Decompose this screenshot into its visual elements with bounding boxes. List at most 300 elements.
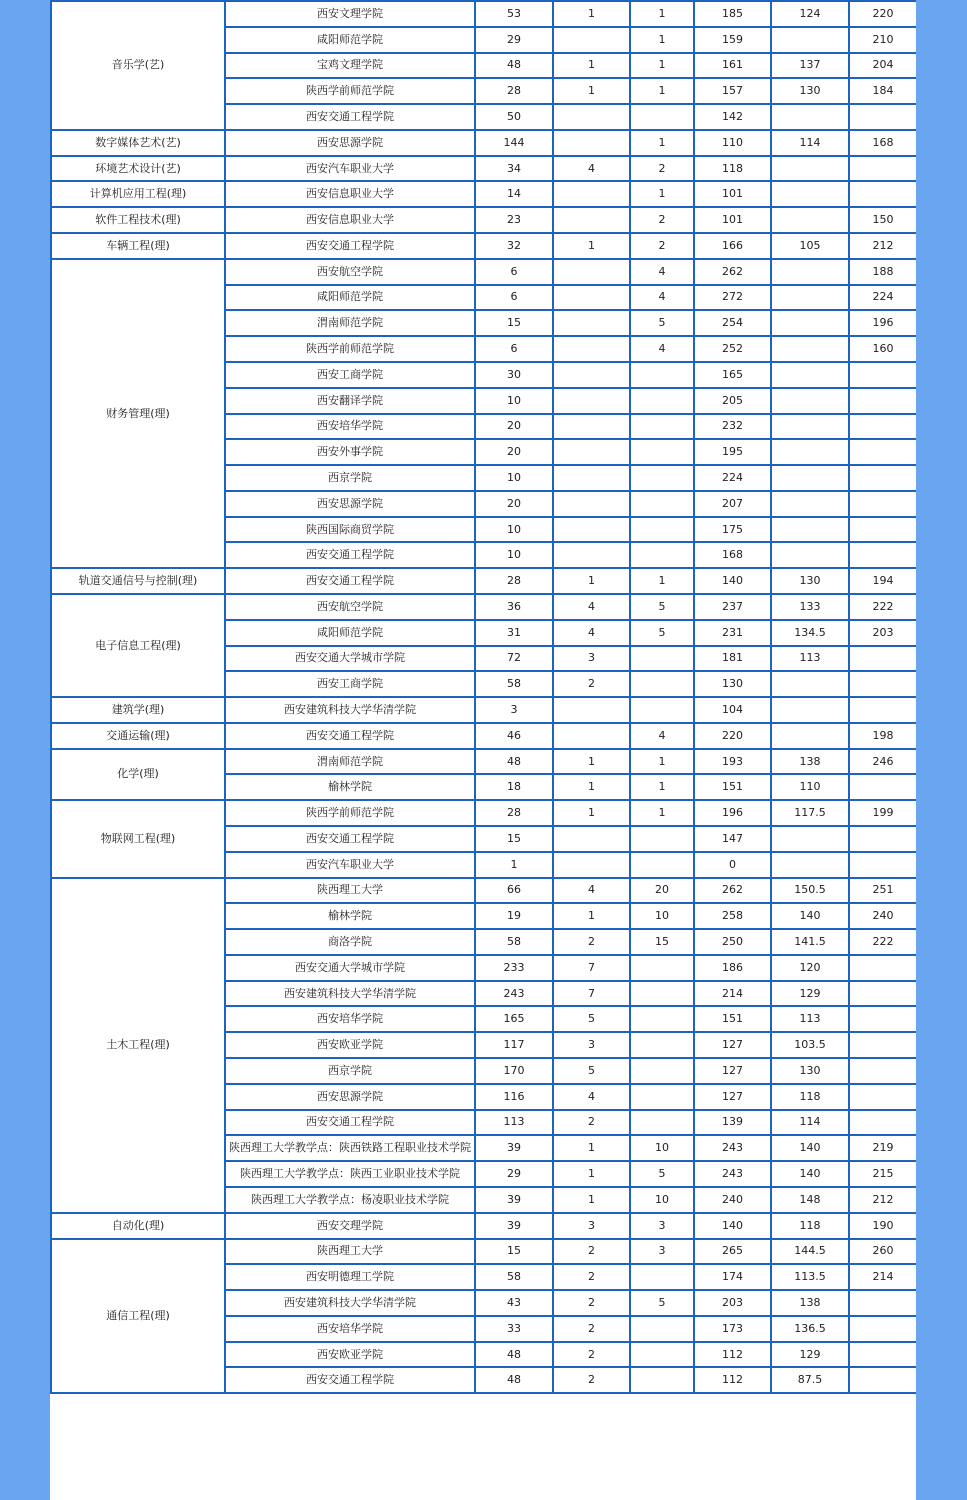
value-cell xyxy=(849,491,916,517)
value-cell: 138 xyxy=(771,749,849,775)
value-cell: 127 xyxy=(694,1032,771,1058)
value-cell: 137 xyxy=(771,53,849,79)
value-cell: 184 xyxy=(849,78,916,104)
school-cell: 西安交通工程学院 xyxy=(225,1110,475,1136)
value-cell xyxy=(553,697,630,723)
value-cell xyxy=(630,1006,694,1032)
value-cell: 117.5 xyxy=(771,800,849,826)
school-cell: 西安交通工程学院 xyxy=(225,568,475,594)
value-cell xyxy=(553,336,630,362)
value-cell: 3 xyxy=(475,697,553,723)
value-cell xyxy=(630,542,694,568)
value-cell: 140 xyxy=(771,1135,849,1161)
value-cell: 150.5 xyxy=(771,878,849,904)
value-cell xyxy=(849,542,916,568)
value-cell xyxy=(553,27,630,53)
value-cell: 46 xyxy=(475,723,553,749)
value-cell xyxy=(553,491,630,517)
value-cell: 1 xyxy=(630,130,694,156)
value-cell: 142 xyxy=(694,104,771,130)
school-cell: 西安交通工程学院 xyxy=(225,723,475,749)
value-cell xyxy=(849,1058,916,1084)
value-cell: 33 xyxy=(475,1316,553,1342)
value-cell: 139 xyxy=(694,1110,771,1136)
school-cell: 渭南师范学院 xyxy=(225,749,475,775)
table-row xyxy=(51,723,916,749)
school-cell: 陕西理工大学教学点：陕西铁路工程职业技术学院 xyxy=(225,1135,475,1161)
major-cell: 软件工程技术(理) xyxy=(51,207,225,233)
value-cell: 114 xyxy=(771,1110,849,1136)
value-cell: 15 xyxy=(475,310,553,336)
value-cell: 6 xyxy=(475,336,553,362)
value-cell xyxy=(771,156,849,182)
value-cell xyxy=(849,104,916,130)
value-cell: 212 xyxy=(849,1187,916,1213)
value-cell: 10 xyxy=(630,1187,694,1213)
value-cell xyxy=(553,181,630,207)
value-cell: 10 xyxy=(475,388,553,414)
value-cell: 28 xyxy=(475,800,553,826)
value-cell: 58 xyxy=(475,1264,553,1290)
value-cell: 43 xyxy=(475,1290,553,1316)
value-cell xyxy=(630,697,694,723)
value-cell: 251 xyxy=(849,878,916,904)
value-cell: 39 xyxy=(475,1187,553,1213)
value-cell: 138 xyxy=(771,1290,849,1316)
value-cell xyxy=(771,388,849,414)
school-cell: 咸阳师范学院 xyxy=(225,620,475,646)
value-cell: 1 xyxy=(553,1161,630,1187)
value-cell xyxy=(849,1290,916,1316)
value-cell: 1 xyxy=(630,1,694,27)
value-cell: 203 xyxy=(694,1290,771,1316)
value-cell: 10 xyxy=(475,465,553,491)
table-row xyxy=(51,568,916,594)
value-cell xyxy=(771,414,849,440)
value-cell xyxy=(630,1342,694,1368)
value-cell: 34 xyxy=(475,156,553,182)
value-cell: 117 xyxy=(475,1032,553,1058)
value-cell: 10 xyxy=(475,517,553,543)
value-cell xyxy=(849,517,916,543)
major-cell: 音乐学(艺) xyxy=(51,1,225,130)
major-cell: 电子信息工程(理) xyxy=(51,594,225,697)
school-cell: 西安翻译学院 xyxy=(225,388,475,414)
school-cell: 陕西理工大学教学点：杨凌职业技术学院 xyxy=(225,1187,475,1213)
value-cell xyxy=(553,104,630,130)
value-cell: 2 xyxy=(553,929,630,955)
value-cell: 4 xyxy=(553,594,630,620)
school-cell: 西京学院 xyxy=(225,1058,475,1084)
value-cell: 118 xyxy=(771,1084,849,1110)
value-cell xyxy=(630,646,694,672)
school-cell: 西安工商学院 xyxy=(225,362,475,388)
value-cell: 36 xyxy=(475,594,553,620)
value-cell: 262 xyxy=(694,878,771,904)
value-cell: 4 xyxy=(630,259,694,285)
table-row xyxy=(51,878,916,904)
value-cell: 15 xyxy=(630,929,694,955)
value-cell xyxy=(630,826,694,852)
school-cell: 榆林学院 xyxy=(225,774,475,800)
value-cell: 181 xyxy=(694,646,771,672)
value-cell: 134.5 xyxy=(771,620,849,646)
value-cell: 4 xyxy=(553,878,630,904)
value-cell: 66 xyxy=(475,878,553,904)
table-row xyxy=(51,1213,916,1239)
value-cell: 0 xyxy=(694,852,771,878)
value-cell xyxy=(771,491,849,517)
value-cell: 5 xyxy=(630,310,694,336)
value-cell: 113 xyxy=(475,1110,553,1136)
table-row xyxy=(51,1,916,27)
major-cell: 自动化(理) xyxy=(51,1213,225,1239)
value-cell: 31 xyxy=(475,620,553,646)
value-cell xyxy=(771,310,849,336)
value-cell xyxy=(630,517,694,543)
major-cell: 轨道交通信号与控制(理) xyxy=(51,568,225,594)
value-cell: 5 xyxy=(630,1161,694,1187)
value-cell: 129 xyxy=(771,981,849,1007)
value-cell: 188 xyxy=(849,259,916,285)
value-cell: 4 xyxy=(553,620,630,646)
value-cell: 2 xyxy=(553,1264,630,1290)
value-cell xyxy=(849,774,916,800)
value-cell: 110 xyxy=(771,774,849,800)
value-cell: 272 xyxy=(694,285,771,311)
value-cell xyxy=(771,336,849,362)
value-cell xyxy=(771,542,849,568)
value-cell: 237 xyxy=(694,594,771,620)
school-cell: 咸阳师范学院 xyxy=(225,27,475,53)
school-cell: 西京学院 xyxy=(225,465,475,491)
school-cell: 西安汽车职业大学 xyxy=(225,156,475,182)
value-cell: 5 xyxy=(630,1290,694,1316)
value-cell: 2 xyxy=(630,156,694,182)
value-cell: 20 xyxy=(475,414,553,440)
value-cell: 185 xyxy=(694,1,771,27)
school-cell: 西安培华学院 xyxy=(225,1006,475,1032)
value-cell: 186 xyxy=(694,955,771,981)
school-cell: 西安培华学院 xyxy=(225,1316,475,1342)
value-cell xyxy=(630,1084,694,1110)
value-cell: 29 xyxy=(475,27,553,53)
value-cell: 116 xyxy=(475,1084,553,1110)
major-cell: 化学(理) xyxy=(51,749,225,801)
value-cell: 130 xyxy=(771,568,849,594)
table-row xyxy=(51,749,916,775)
value-cell xyxy=(771,207,849,233)
value-cell: 105 xyxy=(771,233,849,259)
value-cell: 20 xyxy=(475,439,553,465)
value-cell xyxy=(630,1032,694,1058)
value-cell xyxy=(849,1367,916,1393)
value-cell: 214 xyxy=(694,981,771,1007)
value-cell: 240 xyxy=(694,1187,771,1213)
value-cell xyxy=(771,27,849,53)
value-cell: 222 xyxy=(849,594,916,620)
value-cell: 1 xyxy=(553,53,630,79)
value-cell: 168 xyxy=(849,130,916,156)
value-cell: 124 xyxy=(771,1,849,27)
school-cell: 陕西理工大学 xyxy=(225,878,475,904)
value-cell xyxy=(849,671,916,697)
value-cell xyxy=(630,852,694,878)
value-cell: 20 xyxy=(630,878,694,904)
value-cell: 159 xyxy=(694,27,771,53)
school-cell: 西安欧亚学院 xyxy=(225,1342,475,1368)
value-cell xyxy=(771,104,849,130)
value-cell xyxy=(849,1032,916,1058)
value-cell xyxy=(630,981,694,1007)
value-cell: 165 xyxy=(475,1006,553,1032)
school-cell: 渭南师范学院 xyxy=(225,310,475,336)
table-row xyxy=(51,800,916,826)
value-cell: 219 xyxy=(849,1135,916,1161)
value-cell: 19 xyxy=(475,903,553,929)
value-cell: 48 xyxy=(475,1342,553,1368)
value-cell: 215 xyxy=(849,1161,916,1187)
value-cell: 1 xyxy=(553,233,630,259)
value-cell xyxy=(553,414,630,440)
value-cell xyxy=(553,542,630,568)
value-cell: 1 xyxy=(475,852,553,878)
value-cell: 20 xyxy=(475,491,553,517)
major-cell: 计算机应用工程(理) xyxy=(51,181,225,207)
value-cell xyxy=(771,465,849,491)
value-cell: 174 xyxy=(694,1264,771,1290)
value-cell: 1 xyxy=(553,568,630,594)
value-cell: 250 xyxy=(694,929,771,955)
value-cell xyxy=(553,723,630,749)
value-cell: 2 xyxy=(553,1239,630,1265)
school-cell: 西安汽车职业大学 xyxy=(225,852,475,878)
value-cell xyxy=(849,826,916,852)
value-cell: 4 xyxy=(553,1084,630,1110)
value-cell: 10 xyxy=(475,542,553,568)
value-cell: 14 xyxy=(475,181,553,207)
value-cell xyxy=(553,285,630,311)
major-cell: 车辆工程(理) xyxy=(51,233,225,259)
value-cell xyxy=(630,1367,694,1393)
value-cell: 246 xyxy=(849,749,916,775)
value-cell: 1 xyxy=(630,181,694,207)
value-cell: 32 xyxy=(475,233,553,259)
table-row xyxy=(51,594,916,620)
value-cell xyxy=(630,1058,694,1084)
school-cell: 西安外事学院 xyxy=(225,439,475,465)
value-cell: 39 xyxy=(475,1135,553,1161)
value-cell xyxy=(630,104,694,130)
value-cell xyxy=(771,723,849,749)
value-cell: 2 xyxy=(630,207,694,233)
value-cell: 4 xyxy=(630,336,694,362)
value-cell: 160 xyxy=(849,336,916,362)
school-cell: 陕西理工大学 xyxy=(225,1239,475,1265)
value-cell: 110 xyxy=(694,130,771,156)
value-cell xyxy=(771,259,849,285)
value-cell: 72 xyxy=(475,646,553,672)
value-cell: 6 xyxy=(475,285,553,311)
value-cell: 190 xyxy=(849,1213,916,1239)
value-cell xyxy=(771,517,849,543)
value-cell xyxy=(771,697,849,723)
value-cell: 147 xyxy=(694,826,771,852)
school-cell: 西安交通工程学院 xyxy=(225,233,475,259)
value-cell: 1 xyxy=(553,78,630,104)
value-cell: 3 xyxy=(553,1032,630,1058)
value-cell xyxy=(630,1316,694,1342)
value-cell xyxy=(849,981,916,1007)
value-cell: 23 xyxy=(475,207,553,233)
value-cell xyxy=(849,362,916,388)
value-cell xyxy=(630,388,694,414)
value-cell xyxy=(630,414,694,440)
value-cell: 1 xyxy=(553,749,630,775)
school-cell: 陕西国际商贸学院 xyxy=(225,517,475,543)
major-cell: 财务管理(理) xyxy=(51,259,225,568)
value-cell: 5 xyxy=(630,620,694,646)
value-cell xyxy=(630,671,694,697)
value-cell xyxy=(553,439,630,465)
value-cell: 1 xyxy=(630,568,694,594)
value-cell xyxy=(553,362,630,388)
value-cell: 151 xyxy=(694,774,771,800)
value-cell: 112 xyxy=(694,1342,771,1368)
school-cell: 西安信息职业大学 xyxy=(225,181,475,207)
value-cell xyxy=(630,439,694,465)
value-cell xyxy=(553,852,630,878)
value-cell: 157 xyxy=(694,78,771,104)
school-cell: 陕西学前师范学院 xyxy=(225,800,475,826)
value-cell xyxy=(849,646,916,672)
table-row xyxy=(51,130,916,156)
value-cell: 104 xyxy=(694,697,771,723)
value-cell xyxy=(849,465,916,491)
value-cell: 6 xyxy=(475,259,553,285)
value-cell xyxy=(630,955,694,981)
value-cell xyxy=(849,1316,916,1342)
value-cell: 15 xyxy=(475,826,553,852)
value-cell: 173 xyxy=(694,1316,771,1342)
value-cell xyxy=(771,671,849,697)
value-cell: 168 xyxy=(694,542,771,568)
value-cell xyxy=(771,439,849,465)
value-cell: 1 xyxy=(553,1135,630,1161)
value-cell: 220 xyxy=(849,1,916,27)
school-cell: 西安交通大学城市学院 xyxy=(225,955,475,981)
value-cell: 58 xyxy=(475,929,553,955)
value-cell: 5 xyxy=(553,1058,630,1084)
value-cell: 7 xyxy=(553,955,630,981)
value-cell: 2 xyxy=(553,1110,630,1136)
school-cell: 商洛学院 xyxy=(225,929,475,955)
school-cell: 西安建筑科技大学华清学院 xyxy=(225,981,475,1007)
value-cell: 101 xyxy=(694,207,771,233)
value-cell: 87.5 xyxy=(771,1367,849,1393)
value-cell: 127 xyxy=(694,1058,771,1084)
value-cell: 258 xyxy=(694,903,771,929)
value-cell: 141.5 xyxy=(771,929,849,955)
value-cell: 243 xyxy=(475,981,553,1007)
value-cell: 7 xyxy=(553,981,630,1007)
value-cell xyxy=(849,955,916,981)
table-row xyxy=(51,1239,916,1265)
value-cell: 28 xyxy=(475,568,553,594)
value-cell: 4 xyxy=(630,285,694,311)
value-cell: 2 xyxy=(630,233,694,259)
value-cell: 118 xyxy=(771,1213,849,1239)
value-cell: 151 xyxy=(694,1006,771,1032)
value-cell xyxy=(630,1110,694,1136)
school-cell: 西安思源学院 xyxy=(225,130,475,156)
school-cell: 西安建筑科技大学华清学院 xyxy=(225,697,475,723)
value-cell: 243 xyxy=(694,1161,771,1187)
value-cell: 224 xyxy=(694,465,771,491)
value-cell: 114 xyxy=(771,130,849,156)
value-cell: 130 xyxy=(771,78,849,104)
value-cell xyxy=(849,1084,916,1110)
value-cell: 118 xyxy=(694,156,771,182)
value-cell: 4 xyxy=(553,156,630,182)
table-row xyxy=(51,207,916,233)
value-cell: 2 xyxy=(553,1342,630,1368)
value-cell: 53 xyxy=(475,1,553,27)
value-cell: 214 xyxy=(849,1264,916,1290)
value-cell: 210 xyxy=(849,27,916,53)
value-cell: 1 xyxy=(553,800,630,826)
school-cell: 西安交通大学城市学院 xyxy=(225,646,475,672)
value-cell: 2 xyxy=(553,671,630,697)
value-cell: 199 xyxy=(849,800,916,826)
value-cell: 39 xyxy=(475,1213,553,1239)
school-cell: 西安交通工程学院 xyxy=(225,826,475,852)
school-cell: 西安交通工程学院 xyxy=(225,542,475,568)
value-cell xyxy=(849,439,916,465)
value-cell: 136.5 xyxy=(771,1316,849,1342)
value-cell: 129 xyxy=(771,1342,849,1368)
value-cell: 3 xyxy=(553,1213,630,1239)
value-cell: 224 xyxy=(849,285,916,311)
value-cell xyxy=(771,362,849,388)
value-cell: 165 xyxy=(694,362,771,388)
value-cell: 48 xyxy=(475,749,553,775)
value-cell: 1 xyxy=(630,27,694,53)
school-cell: 西安思源学院 xyxy=(225,1084,475,1110)
value-cell: 205 xyxy=(694,388,771,414)
value-cell: 130 xyxy=(694,671,771,697)
value-cell xyxy=(849,1006,916,1032)
value-cell: 170 xyxy=(475,1058,553,1084)
value-cell: 1 xyxy=(630,78,694,104)
value-cell: 148 xyxy=(771,1187,849,1213)
value-cell: 195 xyxy=(694,439,771,465)
value-cell: 3 xyxy=(630,1213,694,1239)
school-cell: 西安交通工程学院 xyxy=(225,104,475,130)
value-cell: 203 xyxy=(849,620,916,646)
value-cell: 243 xyxy=(694,1135,771,1161)
value-cell xyxy=(849,414,916,440)
major-cell: 通信工程(理) xyxy=(51,1239,225,1394)
value-cell: 175 xyxy=(694,517,771,543)
value-cell: 30 xyxy=(475,362,553,388)
value-cell xyxy=(849,1110,916,1136)
table-row xyxy=(51,181,916,207)
value-cell: 194 xyxy=(849,568,916,594)
value-cell: 262 xyxy=(694,259,771,285)
value-cell: 120 xyxy=(771,955,849,981)
major-cell: 数字媒体艺术(艺) xyxy=(51,130,225,156)
